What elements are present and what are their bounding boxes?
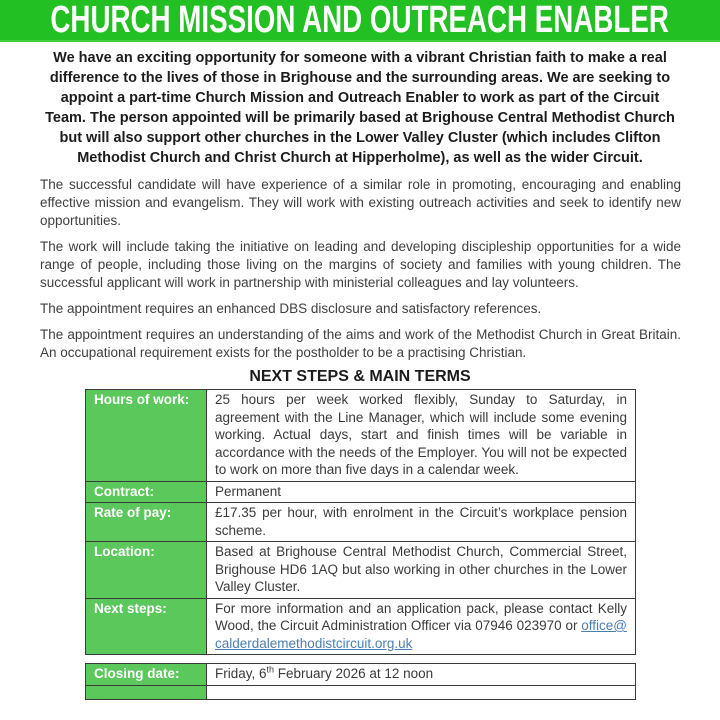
term-value-pay: £17.35 per hour, with enrolment in the Circuit’s workplace pension scheme. bbox=[207, 503, 636, 542]
email-link[interactable]: office@calderdalemethodistcircuit.org.uk bbox=[215, 618, 627, 651]
term-label-pay: Rate of pay: bbox=[86, 503, 207, 542]
paragraph-work-scope: The work will include taking the initiative on leading and developing discipleship opportunities for a wide range of people, including those living on the margins of society and families with young children. The successful applicant will work in partnership with ministerial colleagues and lay volunteers. bbox=[40, 239, 681, 290]
table-row-pay bbox=[86, 503, 636, 542]
page-title: CHURCH MISSION AND OUTREACH ENABLER bbox=[50, 0, 670, 41]
table-row-closing-date bbox=[86, 664, 636, 686]
table-row-contract bbox=[86, 481, 636, 503]
term-label-hours: Hours of work: bbox=[86, 390, 207, 482]
term-value-location: Based at Brighouse Central Methodist Church, Commercial Street, Brighouse HD6 1AQ but also working in other churches in the Lower Valley Cluster. bbox=[207, 542, 636, 599]
terms-table bbox=[85, 389, 636, 655]
closing-date-label: Closing date: bbox=[86, 664, 207, 686]
terms-heading: NEXT STEPS & MAIN TERMS bbox=[249, 368, 471, 385]
term-label-next-steps: Next steps: bbox=[86, 598, 207, 655]
ordinal-suffix: th bbox=[266, 664, 275, 675]
cut-off-label-cell bbox=[86, 685, 207, 699]
term-label-contract: Contract: bbox=[86, 481, 207, 503]
term-label-location: Location: bbox=[86, 542, 207, 599]
paragraph-occupational-requirement: The appointment requires an understanding of the aims and work of the Methodist Church in Great Britain. An occupational requirement exists for the postholder to be a practising Christian. bbox=[40, 327, 681, 360]
term-value-next-steps bbox=[207, 598, 636, 655]
paragraph-dbs: The appointment requires an enhanced DBS disclosure and satisfactory references. bbox=[40, 301, 542, 316]
table-row-location bbox=[86, 542, 636, 599]
next-steps-text: For more information and an application pack, please contact Kelly Wood, the Circuit Administration Officer via 07946 023970 or bbox=[215, 600, 627, 633]
closing-date-value bbox=[207, 664, 636, 686]
closing-date-table bbox=[85, 663, 636, 700]
table-row-next-steps bbox=[86, 598, 636, 655]
term-value-hours: 25 hours per week worked flexibly, Sunday to Saturday, in agreement with the Line Manager, which will include some evening working. Actual days, start and finish times will be variable in accordance with the needs of the Employer. You will not be expected to work on more than five days in a calendar week. bbox=[207, 390, 636, 482]
intro-paragraph: We have an exciting opportunity for someone with a vibrant Christian faith to make a real difference to the lives of those in Brighouse and the surrounding areas. We are seeking to appoint a part-time Church Mission and Outreach Enabler to work as part of the Circuit Team. The person appointed will be primarily based at Brighouse Central Methodist Church but will also support other churches in the Lower Valley Cluster (which includes Clifton Methodist Church and Christ Church at Hipperholme), as well as the wider Circuit. bbox=[45, 50, 675, 166]
paragraph-candidate: The successful candidate will have experience of a similar role in promoting, encouraging and enabling effective mission and evangelism. They will work with existing outreach activities and seek to identify new opportunities. bbox=[40, 177, 681, 228]
table-row-hours bbox=[86, 390, 636, 482]
closing-date-prefix: Friday, 6 bbox=[215, 666, 267, 681]
closing-date-rest: February 2026 at 12 noon bbox=[274, 666, 434, 681]
term-value-contract: Permanent bbox=[207, 481, 636, 503]
title-banner bbox=[0, 0, 720, 42]
cut-off-value-cell bbox=[207, 685, 636, 699]
table-row-cut-off bbox=[86, 685, 636, 699]
